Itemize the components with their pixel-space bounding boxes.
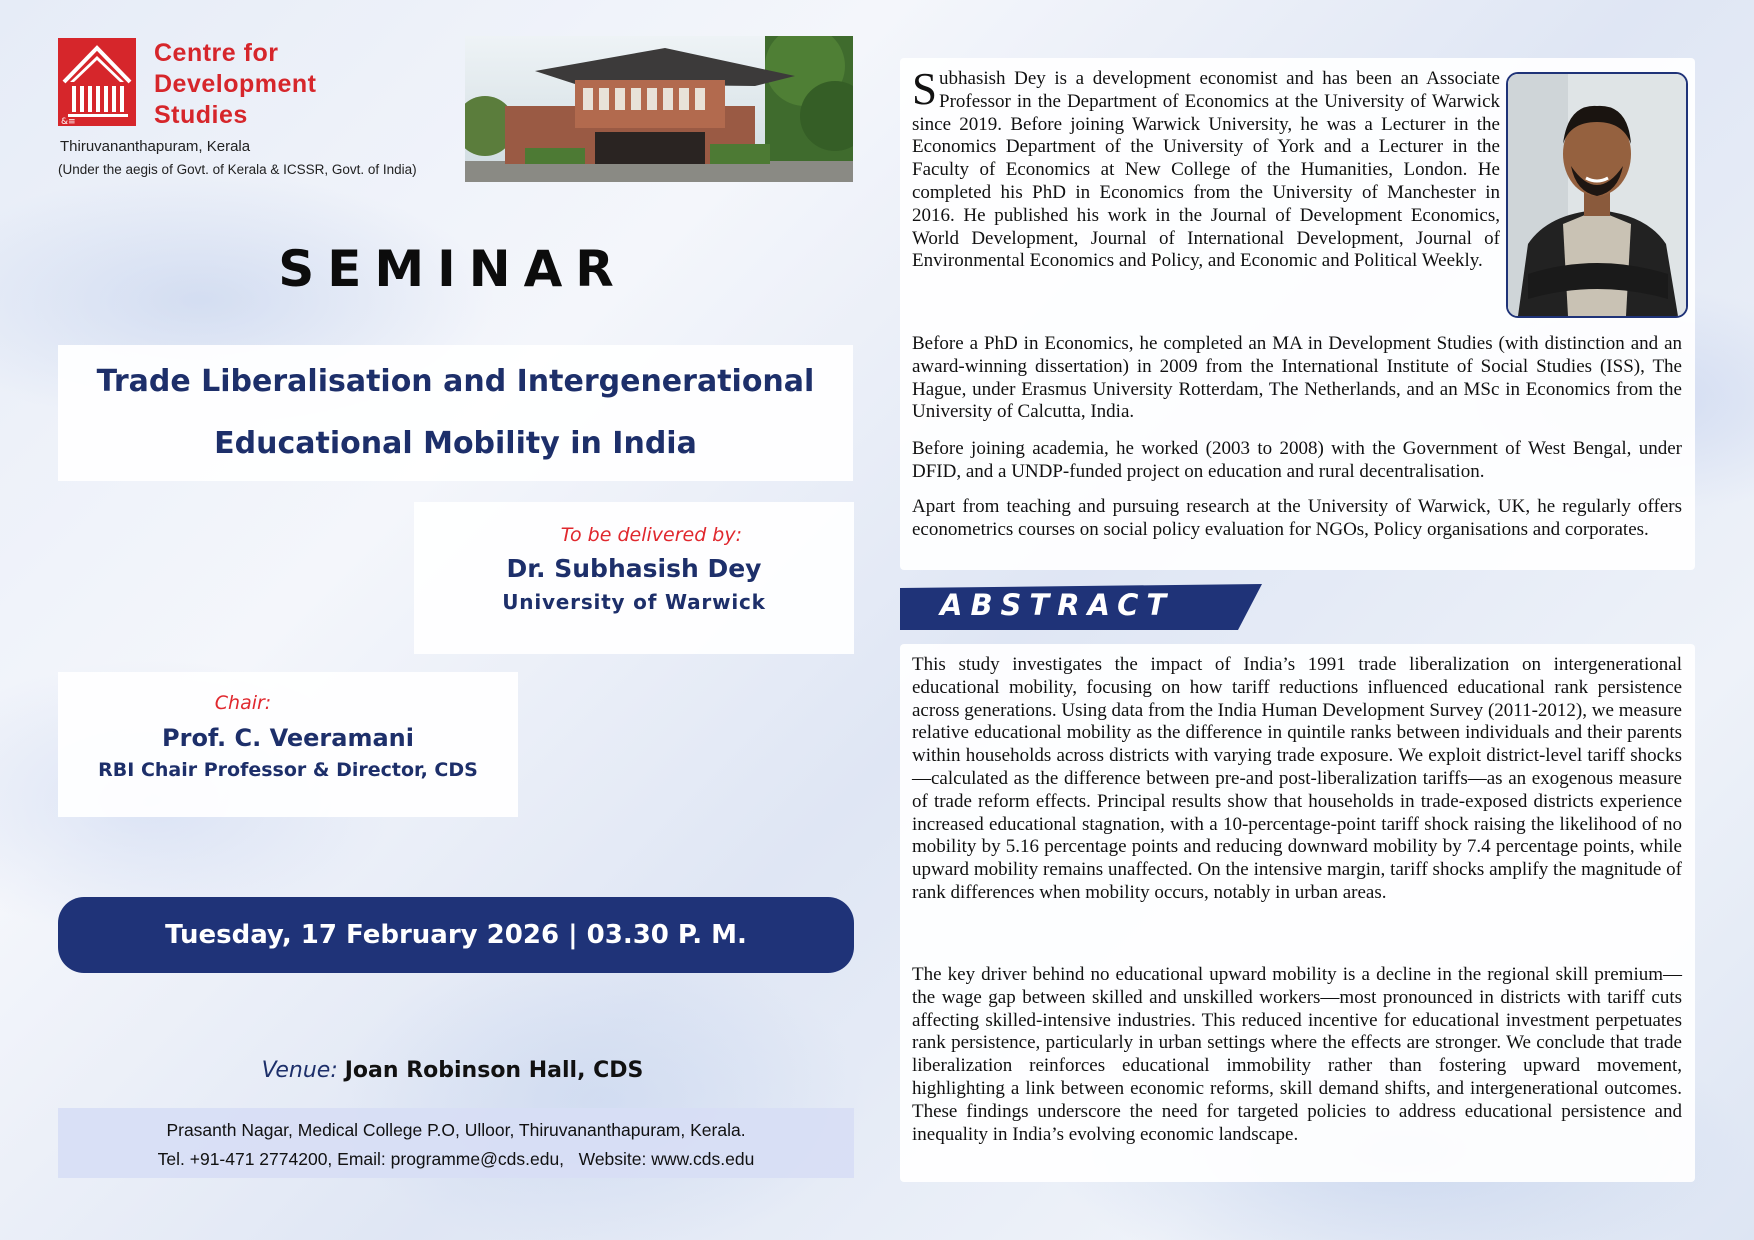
org-name-line3: Studies (154, 101, 248, 129)
org-name-line1: Centre for (154, 39, 279, 67)
contact-line: Tel. +91-471 2774200, Email: programme@cds.edu, Website: www.cds.edu (157, 1149, 755, 1169)
speaker-box (414, 502, 854, 654)
venue (0, 1058, 905, 1083)
abstract-paragraph-1: This study investigates the impact of India’s 1991 trade liberalization on intergenerational educational mobility, focusing on how tariff reductions influenced educational rank persistence across generations. Using data from the India Human Development Survey (2011-2012), we measure relative educational mobility as the difference in quintile ranks between individuals and their parents within households across districts with varying trade exposure. We exploit district-level tariff shocks—calculated as the difference between pre-and post-liberalization tariffs—as an exogenous measure of trade reform effects. Principal results show that households in trade-exposed districts experience increased educational stagnation, with a 10-percentage-point tariff shock raising the likelihood of no mobility by 5.16 percentage points and reducing downward mobility by 7.4 percentage points, while upward mobility remains unaffected. On the intensive margin, tariff shocks amplify the magnitude of rank differences when mobility occurs, notably in urban areas. (912, 654, 1682, 903)
speaker-name: Dr. Subhasish Dey (506, 554, 762, 583)
logo-mark-text: &≡ (61, 117, 76, 126)
org-location: Thiruvananthapuram, Kerala (60, 138, 251, 155)
speaker-photo (1506, 72, 1688, 318)
bio-paragraph-2: Before a PhD in Economics, he completed an MA in Development Studies (with distinction and an award-winning dissertation) in 2009 from the International Institute of Social Studies (ISS), The Hague, under Erasmus University Rotterdam, The Netherlands, and an MSc in Economics from the University of Calcutta, India. (912, 333, 1682, 423)
bio-paragraph-1 (912, 64, 1500, 273)
chair-label: Chair: (214, 692, 272, 714)
abstract-heading: ABSTRACT (940, 588, 1175, 622)
org-aegis: (Under the aegis of Govt. of Kerala & ICSSR, Govt. of India) (58, 162, 417, 177)
speaker-affiliation: University of Warwick (502, 590, 766, 614)
title-line-2: Educational Mobility in India (214, 426, 697, 461)
abstract-box (900, 644, 1695, 1182)
chair-name: Prof. C. Veeramani (162, 724, 414, 752)
venue-value: Joan Robinson Hall, CDS (344, 1058, 644, 1083)
chair-box (58, 672, 518, 817)
title-line-1: Trade Liberalisation and Intergenerational (96, 364, 815, 399)
address-line: Prasanth Nagar, Medical College P.O, Ulloor, Thiruvananthapuram, Kerala. (166, 1120, 746, 1140)
event-datetime: Tuesday, 17 February 2026 | 03.30 P. M. (58, 897, 854, 973)
event-type-heading: SEMINAR (278, 240, 627, 298)
bio-paragraph-3: Before joining academia, he worked (2003 to 2008) with the Government of West Bengal, under DFID, and a UNDP-funded project on education and rural decentralisation. (912, 438, 1682, 482)
bio-paragraph-1-text: ubhasish Dey is a development economist and has been an Associate Professor in the Department of Economics at the University of Warwick since 2019. Before joining Warwick University, he was a Lecturer in the Economics Department of the University of York and a Lecturer in the Faculty of Economics at New College of the Humanities, London. He completed his PhD in Economics from the University of Manchester in 2016. He published his work in the Journal of Development Economics, World Development, Journal of International Development, Journal of Environmental Economics and Policy, and Economic and Political Weekly. (912, 68, 1500, 272)
bio-paragraph-4: Apart from teaching and pursuing research at the University of Warwick, UK, he regularly offers econometrics courses on social policy evaluation for NGOs, Policy organisations and corporates. (912, 496, 1682, 540)
org-name (154, 38, 316, 131)
org-name-line2: Development (154, 70, 317, 98)
speaker-portrait-icon (1508, 74, 1686, 316)
abstract-paragraph-2: The key driver behind no educational upward mobility is a decline in the regional skill premium—the wage gap between skilled and unskilled workers—most pronounced in districts with tariff cuts affecting skilled-intensive industries. This reduced incentive for educational investment perpetuates rank persistence, particularly in urban settings where the effects are stronger. We conclude that trade liberalization reinforces educational immobility rather than fostering upward movement, highlighting a link between economic reforms, skill demand shifts, and intergenerational outcomes. These findings underscore the need for targeted policies to address educational persistence and inequality in India’s evolving economic landscape. (912, 964, 1682, 1145)
cds-logo-icon (58, 38, 136, 126)
campus-building-photo (465, 36, 853, 182)
venue-label: Venue: (261, 1058, 338, 1083)
title-box (58, 345, 853, 481)
contact-box (58, 1108, 854, 1178)
speaker-label: To be delivered by: (560, 524, 742, 546)
bio-dropcap: S (912, 64, 938, 114)
chair-role: RBI Chair Professor & Director, CDS (98, 759, 478, 781)
